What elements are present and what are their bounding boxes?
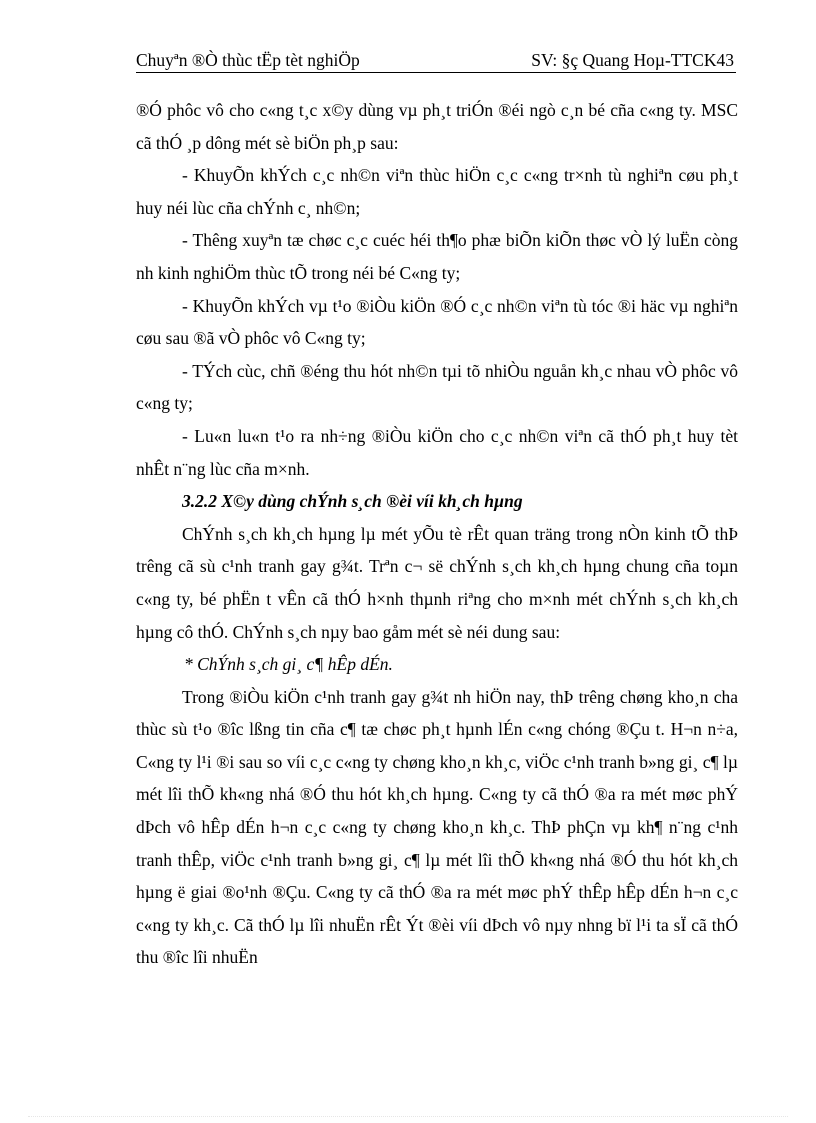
bullet-item: - KhuyÕn khÝch c¸c nh©n viªn thùc hiÖn c¸c c«ng tr×nh tù nghiªn cøu ph¸t huy néi lùc cña chÝnh c¸ nh©n; bbox=[136, 165, 738, 218]
document-body bbox=[136, 94, 738, 974]
final-paragraph: Trong ®iÒu kiÖn c¹nh tranh gay g¾t nh hiÖn nay, thÞ trêng chøng kho¸n cha thùc sù t¹o ®îc lßng tin cña c¶ tæ chøc ph¸t hµnh lÉn c«ng chóng ®Çu t. H¬n n÷a, C«ng ty l¹i ®i sau so víi c¸c c«ng ty chøng kho¸n kh¸c, viÖc c¹nh tranh b»ng gi¸ c¶ lµ mét lîi thÕ kh«ng nhá ®Ó thu hót kh¸ch hµng. C«ng ty cã thÓ ®a ra mét møc phÝ dÞch vô hÊp dÉn h¬n c¸c c«ng ty chøng kho¸n kh¸c. ThÞ phÇn vµ kh¶ n¨ng c¹nh tranh thÊp, viÖc c¹nh tranh b»ng gi¸ c¶ lµ mét lîi thÕ kh«ng nhá ®Ó thu hót kh¸ch hµng ë giai ®o¹nh ®Çu. C«ng ty cã thÓ ®a ra mét møc phÝ thÊp hÊp dÉn h¬n c¸c c«ng ty kh¸c. Cã thÓ lµ lîi nhuËn rÊt Ýt ®èi víi dÞch vô nµy nhng bï l¹i ta sÏ cã thÓ thu ®îc lîi nhuËn bbox=[136, 686, 738, 968]
bullet-item: - KhuyÕn khÝch vµ t¹o ®iÒu kiÖn ®Ó c¸c nh©n viªn tù tóc ®i häc vµ nghiªn cøu sau ®ã vÒ phôc vô C«ng ty; bbox=[136, 295, 738, 349]
paragraph-intro: ®Ó phôc vô cho c«ng t¸c x©y dùng vµ ph¸t triÓn ®éi ngò c¸n bé cña c«ng ty. MSC cã thÓ ¸p dông mét sè biÖn ph¸p sau: bbox=[136, 100, 738, 153]
page-header bbox=[136, 48, 736, 73]
bullet-item: - Thêng xuyªn tæ chøc c¸c cuéc héi th¶o phæ biÕn kiÕn thøc vÒ lý luËn còng nh kinh nghiÖm thùc tÕ trong néi bé C«ng ty; bbox=[136, 230, 738, 283]
subheading: * ChÝnh s¸ch gi¸ c¶ hÊp dÉn. bbox=[184, 654, 393, 675]
page-bottom-divider bbox=[28, 1116, 788, 1117]
section-heading: 3.2.2 X©y dùng chÝnh s¸ch ®èi víi kh¸ch hµng bbox=[182, 491, 523, 512]
section-paragraph: ChÝnh s¸ch kh¸ch hµng lµ mét yÕu tè rÊt quan träng trong nÒn kinh tÕ thÞ trêng cã sù c¹nh tranh gay g¾t. Trªn c¬ së chÝnh s¸ch kh¸ch hµng chung cña toµn c«ng ty, bé phËn t vÊn cã thÓ h×nh thµnh riªng cho m×nh mét chÝnh s¸ch kh¸ch hµng cô thÓ. ChÝnh s¸ch nµy bao gåm mét sè néi dung sau: bbox=[136, 523, 738, 642]
bullet-item: - TÝch cùc, chñ ®éng thu hót nh©n tµi tõ nhiÒu nguån kh¸c nhau vÒ phôc vô c«ng ty; bbox=[136, 360, 738, 414]
header-title: Chuyªn ®Ò thùc tËp tèt nghiÖp bbox=[136, 50, 360, 70]
header-author: SV: §ç Quang Hoµ-TTCK43 bbox=[531, 50, 734, 70]
bullet-item: - Lu«n lu«n t¹o ra nh÷ng ®iÒu kiÖn cho c¸c nh©n viªn cã thÓ ph¸t huy tèt nhÊt n¨ng lùc cña m×nh. bbox=[136, 425, 738, 479]
